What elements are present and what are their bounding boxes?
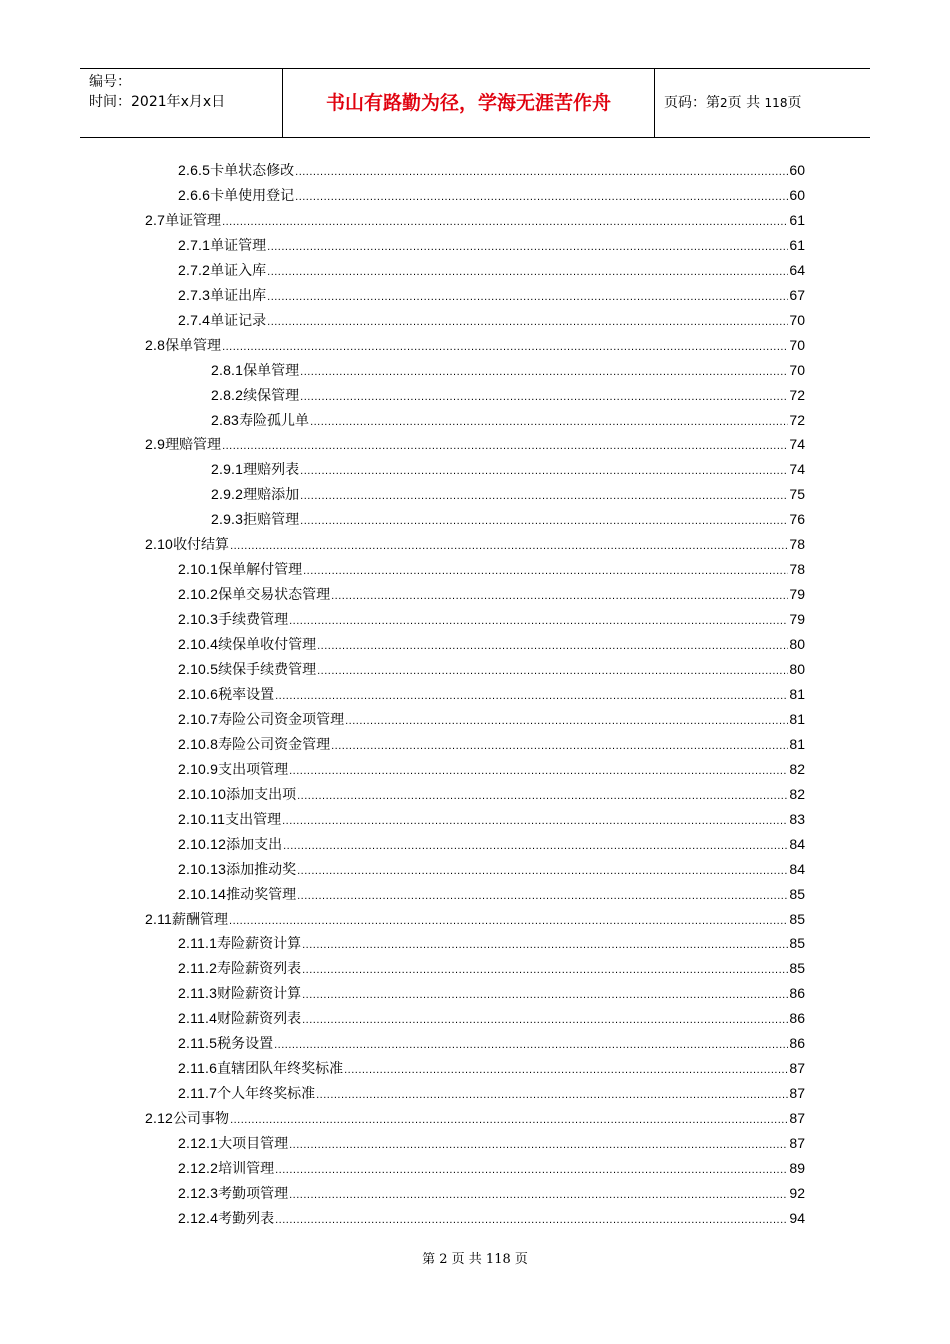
toc-leader-dots [267, 259, 788, 284]
toc-entry-page: 87 [789, 1110, 805, 1127]
toc-entry-title: 添加推动奖 [226, 861, 297, 878]
toc-entry-page: 94 [789, 1209, 805, 1226]
toc-entry-number: 2.12.1 [178, 1135, 219, 1152]
toc-entry-title: 寿险孤儿单 [239, 412, 310, 429]
toc-entry-page: 70 [789, 336, 805, 353]
toc-entry[interactable] [178, 1131, 805, 1155]
toc-entry-page: 85 [789, 935, 805, 952]
toc-entry-page: 92 [789, 1184, 805, 1201]
toc-entry[interactable] [211, 457, 805, 481]
toc-leader-dots [316, 1082, 788, 1107]
toc-leader-dots [267, 234, 788, 259]
toc-entry-page: 85 [789, 960, 805, 977]
toc-entry-number: 2.7.2 [178, 261, 211, 278]
toc-leader-dots [230, 533, 788, 558]
toc-entry-number: 2.12.2 [178, 1160, 219, 1176]
toc-entry-page: 79 [789, 586, 805, 603]
page-prefix: 页码：第 [664, 95, 720, 111]
toc-leader-dots [297, 783, 788, 808]
toc-entry-title: 单证入库 [210, 262, 267, 279]
toc-leader-dots [344, 1057, 788, 1082]
toc-entry[interactable] [211, 408, 805, 432]
toc-leader-dots [300, 458, 788, 483]
toc-entry[interactable] [178, 1206, 805, 1230]
toc-entry-number: 2.12 [145, 1110, 174, 1127]
toc-entry-number: 2.10.6 [178, 685, 219, 702]
toc-entry-title: 考勤列表 [218, 1210, 275, 1227]
toc-entry-number: 2.10.9 [178, 760, 219, 777]
toc-entry-number: 2.11.1 [178, 935, 218, 952]
toc-entry[interactable] [211, 482, 805, 506]
page-suffix: 页 [787, 95, 802, 111]
toc-entry-page: 82 [789, 760, 805, 777]
toc-entry[interactable] [178, 832, 805, 856]
toc-entry-number: 2.10.14 [178, 885, 227, 902]
toc-entry-number: 2.8.2 [211, 386, 244, 403]
toc-entry-page: 78 [789, 561, 805, 578]
toc-leader-dots [331, 583, 788, 608]
toc-entry[interactable] [178, 183, 805, 207]
toc-leader-dots [297, 883, 788, 908]
toc-entry-page: 85 [789, 910, 805, 927]
toc-leader-dots [230, 1107, 788, 1132]
toc-entry-number: 2.11.6 [178, 1060, 218, 1077]
toc-entry-number: 2.11.7 [178, 1085, 218, 1102]
toc-entry-page: 83 [789, 810, 805, 827]
toc-entry[interactable] [178, 258, 805, 282]
toc-entry[interactable] [178, 607, 805, 631]
toc-entry-title: 个人年终奖标准 [217, 1086, 316, 1103]
toc-entry-number: 2.10.3 [178, 611, 219, 628]
toc-leader-dots [289, 758, 788, 783]
toc-entry[interactable] [145, 532, 805, 556]
toc-entry-page: 70 [789, 311, 805, 328]
toc-entry-title: 财险薪资列表 [217, 1011, 302, 1028]
toc-entry-title: 薪酬管理 [172, 911, 229, 928]
toc-entry[interactable] [178, 682, 805, 706]
toc-entry-page: 60 [789, 162, 805, 178]
toc-entry-title: 卡单使用登记 [210, 187, 295, 204]
toc-entry[interactable] [178, 782, 805, 806]
toc-entry-title: 考勤项管理 [218, 1185, 289, 1202]
toc-entry-number: 2.83 [211, 411, 240, 428]
toc-entry-number: 2.7 [145, 211, 166, 228]
toc-entry-page: 72 [789, 386, 805, 403]
toc-leader-dots [222, 334, 788, 359]
toc-entry-number: 2.6.5 [178, 162, 211, 178]
toc-leader-dots [295, 184, 788, 209]
toc-entry-page: 74 [789, 461, 805, 478]
toc-entry[interactable] [178, 283, 805, 307]
toc-leader-dots [303, 558, 788, 583]
toc-leader-dots [267, 309, 788, 334]
toc-entry-number: 2.9.3 [211, 511, 244, 528]
toc-leader-dots [300, 359, 788, 384]
toc-entry[interactable] [145, 208, 805, 232]
toc-entry-title: 手续费管理 [218, 612, 289, 629]
toc-entry-title: 卡单状态修改 [210, 163, 295, 179]
toc-entry-page: 81 [789, 685, 805, 702]
toc-entry-number: 2.11.4 [178, 1010, 218, 1027]
page-footer: 第 2 页 共 118 页 [422, 1252, 528, 1267]
toc-entry-title: 理赔管理 [165, 437, 222, 454]
toc-entry-page: 67 [789, 286, 805, 303]
toc-leader-dots [275, 1207, 788, 1232]
toc-entry-number: 2.10.8 [178, 735, 219, 752]
toc-leader-dots [275, 683, 788, 708]
page-current: 2 [720, 96, 728, 110]
toc-leader-dots [282, 808, 788, 833]
toc-entry-title: 税务设置 [217, 1036, 274, 1053]
document-time-label: 时间：2021年x月x日 [89, 94, 226, 110]
toc-entry-title: 税率设置 [218, 686, 275, 703]
toc-entry-title: 财险薪资计算 [217, 986, 302, 1003]
toc-entry-number: 2.10.11 [178, 810, 226, 827]
toc-entry-title: 寿险公司资金管理 [218, 736, 331, 753]
toc-entry-title: 拒赔管理 [243, 512, 300, 529]
toc-leader-dots [229, 908, 788, 933]
toc-entry[interactable] [178, 632, 805, 656]
toc-entry[interactable] [178, 857, 805, 881]
toc-entry-title: 直辖团队年终奖标准 [217, 1061, 344, 1078]
toc-entry[interactable] [178, 158, 805, 182]
toc-entry-number: 2.10 [145, 536, 174, 553]
toc-entry-page: 86 [789, 1035, 805, 1052]
toc-entry-title: 续保管理 [243, 387, 300, 404]
toc-entry[interactable] [145, 907, 805, 931]
toc-entry[interactable] [178, 807, 805, 831]
page-mid: 页 共 [727, 95, 761, 111]
toc-entry-page: 84 [789, 860, 805, 877]
toc-entry-page: 86 [789, 1010, 805, 1027]
toc-leader-dots [275, 1157, 788, 1182]
header-meta [80, 69, 282, 137]
toc-entry-number: 2.11.3 [178, 985, 218, 1002]
toc-entry-title: 收付结算 [173, 537, 230, 554]
toc-entry-number: 2.9.2 [211, 486, 244, 503]
toc-entry[interactable] [178, 931, 805, 955]
toc-leader-dots [289, 1182, 788, 1207]
toc-entry-title: 保单解付管理 [218, 562, 303, 579]
toc-leader-dots [317, 633, 788, 658]
toc-entry[interactable] [178, 981, 805, 1005]
toc-entry-page: 81 [789, 710, 805, 727]
toc-entry-number: 2.10.2 [178, 586, 219, 603]
toc-entry[interactable] [178, 233, 805, 257]
toc-entry-page: 72 [789, 411, 805, 428]
toc-entry-page: 75 [789, 486, 805, 503]
toc-entry-title: 保单管理 [165, 337, 222, 354]
toc-entry-title: 添加支出项 [226, 786, 297, 803]
toc-entry-page: 61 [789, 236, 805, 253]
toc-entry-number: 2.11.2 [178, 960, 218, 977]
toc-entry-number: 2.11.5 [178, 1035, 218, 1052]
toc-entry-title: 单证出库 [210, 287, 267, 304]
toc-leader-dots [331, 733, 788, 758]
page-header [80, 68, 870, 138]
toc-entry-title: 寿险公司资金项管理 [218, 711, 345, 728]
toc-entry[interactable] [178, 732, 805, 756]
toc-entry-page: 84 [789, 835, 805, 852]
toc-entry-title: 保单交易状态管理 [218, 587, 331, 604]
toc-entry-page: 87 [789, 1085, 805, 1102]
toc-entry-page: 76 [789, 511, 805, 528]
toc-leader-dots [267, 284, 788, 309]
toc-entry-title: 理赔列表 [243, 462, 300, 479]
toc-entry[interactable] [145, 432, 805, 456]
header-page-info [655, 69, 870, 137]
toc-entry[interactable] [178, 757, 805, 781]
toc-leader-dots [222, 433, 788, 458]
header-motto: 书山有路勤为径，学海无涯苦作舟 [282, 69, 655, 137]
toc-entry[interactable] [178, 657, 805, 681]
toc-leader-dots [222, 209, 788, 234]
toc-leader-dots [345, 708, 788, 733]
toc-entry-page: 78 [789, 536, 805, 553]
toc-entry-title: 续保单收付管理 [218, 637, 317, 654]
toc-entry-title: 培训管理 [218, 1161, 275, 1177]
toc-leader-dots [289, 1132, 788, 1157]
toc-entry[interactable] [211, 358, 805, 382]
toc-leader-dots [283, 833, 788, 858]
toc-entry[interactable] [178, 582, 805, 606]
toc-entry-title: 保单管理 [243, 362, 300, 379]
toc-entry-page: 74 [789, 436, 805, 453]
toc-entry-page: 87 [789, 1135, 805, 1152]
toc-leader-dots [302, 932, 788, 957]
toc-leader-dots [274, 1032, 788, 1057]
toc-leader-dots [302, 982, 788, 1007]
toc-leader-dots [310, 409, 788, 434]
document-number-label: 编号： [89, 74, 131, 90]
toc-entry-page: 60 [789, 186, 805, 203]
toc-entry[interactable] [211, 507, 805, 531]
toc-entry-title: 理赔添加 [243, 487, 300, 504]
toc-entry-number: 2.10.13 [178, 860, 227, 877]
toc-leader-dots [300, 483, 788, 508]
toc-entry-number: 2.10.1 [178, 561, 219, 578]
toc-entry-number: 2.8 [145, 336, 166, 353]
toc-entry-title: 大项目管理 [218, 1136, 289, 1153]
toc-leader-dots [317, 658, 788, 683]
toc-entry[interactable] [178, 707, 805, 731]
toc-entry[interactable] [178, 1031, 805, 1055]
toc-entry[interactable] [178, 1156, 805, 1180]
toc-entry-number: 2.10.4 [178, 636, 219, 653]
toc-entry-title: 续保手续费管理 [218, 662, 317, 678]
toc-leader-dots [289, 608, 788, 633]
toc-entry-number: 2.7.1 [178, 236, 211, 253]
toc-entry-number: 2.10.5 [178, 661, 219, 677]
toc-entry-page: 79 [789, 611, 805, 628]
toc-entry[interactable] [145, 1106, 805, 1130]
toc-entry-title: 支出项管理 [218, 761, 289, 778]
toc-entry-title: 添加支出 [226, 836, 283, 853]
toc-entry[interactable] [211, 383, 805, 407]
toc-entry-number: 2.6.6 [178, 186, 211, 203]
toc-leader-dots [302, 957, 788, 982]
toc-leader-dots [295, 159, 788, 184]
toc-entry[interactable] [178, 1006, 805, 1030]
toc-entry-title: 寿险薪资列表 [217, 961, 302, 978]
toc-entry-title: 支出管理 [225, 811, 282, 828]
toc-entry-title: 推动奖管理 [226, 886, 297, 903]
toc-entry[interactable] [178, 1181, 805, 1205]
toc-entry-number: 2.10.7 [178, 710, 219, 727]
toc-entry-page: 80 [789, 661, 805, 677]
toc-entry-number: 2.9 [145, 436, 166, 453]
toc-entry-page: 89 [789, 1160, 805, 1176]
toc-leader-dots [300, 384, 788, 409]
toc-entry-number: 2.8.1 [211, 361, 244, 378]
toc-entry-title: 寿险薪资计算 [217, 936, 302, 953]
toc-entry[interactable] [178, 308, 805, 332]
toc-entry-title: 单证管理 [165, 212, 222, 229]
toc-entry-page: 81 [789, 735, 805, 752]
toc-entry-page: 87 [789, 1060, 805, 1077]
toc-entry-title: 单证记录 [210, 312, 267, 329]
toc-entry-page: 86 [789, 985, 805, 1002]
toc-entry-page: 70 [789, 361, 805, 378]
toc-entry-number: 2.12.3 [178, 1184, 219, 1201]
toc-entry-page: 80 [789, 636, 805, 653]
toc-entry-page: 82 [789, 785, 805, 802]
toc-leader-dots [300, 508, 788, 533]
toc-entry[interactable] [178, 1081, 805, 1105]
toc-entry-page: 85 [789, 885, 805, 902]
toc-entry-number: 2.10.10 [178, 785, 227, 802]
toc-entry-number: 2.9.1 [211, 461, 244, 478]
toc-entry-title: 单证管理 [210, 237, 267, 254]
page-total: 118 [764, 96, 788, 110]
toc-entry[interactable] [145, 333, 805, 357]
toc-leader-dots [297, 858, 788, 883]
toc-entry-number: 2.7.4 [178, 311, 211, 328]
toc-entry-page: 61 [789, 211, 805, 228]
toc-entry[interactable] [178, 1056, 805, 1080]
toc-entry-number: 2.12.4 [178, 1209, 219, 1226]
toc-entry-title: 公司事物 [173, 1111, 230, 1128]
toc-entry-number: 2.7.3 [178, 286, 211, 303]
toc-entry-page: 64 [789, 261, 805, 278]
toc-entry[interactable] [178, 956, 805, 980]
toc-entry-number: 2.10.12 [178, 835, 227, 852]
toc-entry-number: 2.11 [145, 910, 173, 927]
toc-leader-dots [302, 1007, 788, 1032]
toc-entry[interactable] [178, 557, 805, 581]
toc-entry[interactable] [178, 882, 805, 906]
